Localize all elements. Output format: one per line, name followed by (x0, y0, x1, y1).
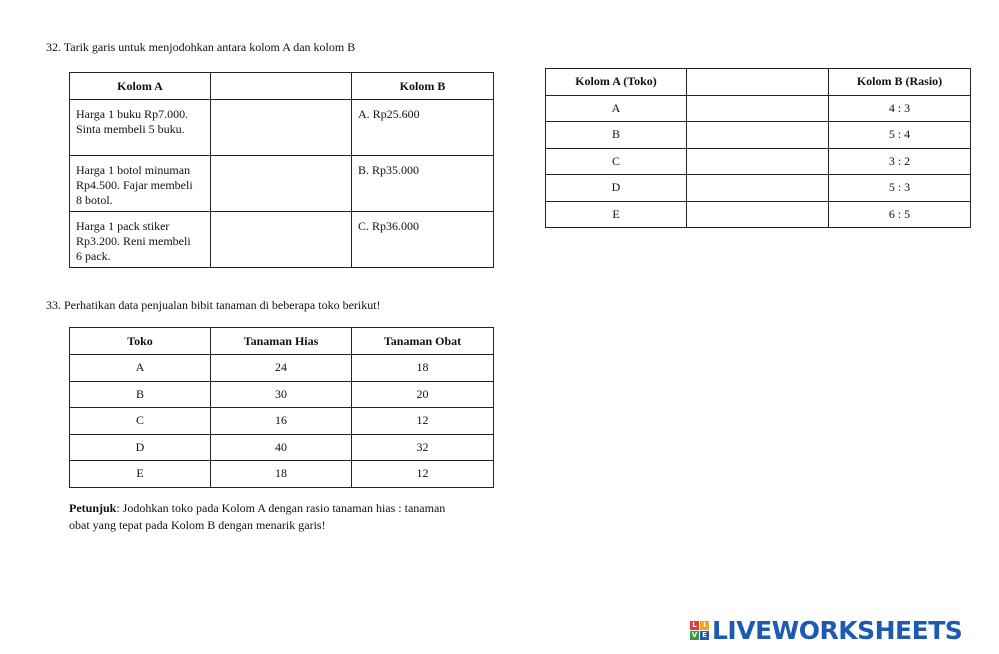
header-kolom-b-rasio: Kolom B (Rasio) (829, 69, 971, 96)
matching-area[interactable] (211, 156, 352, 212)
tanaman-obat-cell: 18 (352, 355, 494, 382)
kolom-b-cell: B. Rp35.000 (352, 156, 494, 212)
toko-cell: E (546, 201, 687, 228)
kolom-a-cell (70, 100, 211, 156)
tanaman-obat-cell: 20 (352, 381, 494, 408)
table-row (70, 156, 494, 212)
hint-label: Petunjuk (69, 501, 117, 515)
toko-cell: A (546, 95, 687, 122)
table-row (70, 434, 494, 461)
rasio-cell: 6 : 5 (829, 201, 971, 228)
logo-mark-icon (690, 621, 709, 640)
header-kolom-b: Kolom B (352, 73, 494, 100)
question-32-table (69, 72, 494, 268)
header-blank (211, 73, 352, 100)
logo-text: LIVEWORKSHEETS (712, 615, 963, 645)
logo-mark-letter: E (700, 631, 709, 640)
matching-area[interactable] (211, 212, 352, 268)
toko-cell: B (70, 381, 211, 408)
matching-area[interactable] (211, 100, 352, 156)
table-row (546, 201, 971, 228)
cell-text-line: Sinta membeli 5 buku. (76, 122, 185, 136)
kolom-a-cell (70, 156, 211, 212)
table-row (70, 461, 494, 488)
toko-cell: E (70, 461, 211, 488)
tanaman-obat-cell: 12 (352, 461, 494, 488)
kolom-a-cell (70, 212, 211, 268)
matching-area[interactable] (687, 148, 829, 175)
hint-text-line1: : Jodohkan toko pada Kolom A dengan rasio tanaman hias : tanaman (116, 501, 446, 515)
table-header-row (70, 328, 494, 355)
hint-text-line2: obat yang tepat pada Kolom B dengan menarik garis! (69, 518, 326, 532)
tanaman-hias-cell: 40 (211, 434, 352, 461)
toko-cell: C (546, 148, 687, 175)
matching-area[interactable] (687, 175, 829, 202)
table-row (70, 100, 494, 156)
rasio-cell: 4 : 3 (829, 95, 971, 122)
logo-mark-letter: V (691, 630, 698, 639)
rasio-cell: 5 : 4 (829, 122, 971, 149)
toko-cell: D (546, 175, 687, 202)
rasio-cell: 5 : 3 (829, 175, 971, 202)
rasio-cell: 3 : 2 (829, 148, 971, 175)
table-row (546, 95, 971, 122)
tanaman-hias-cell: 24 (211, 355, 352, 382)
cell-text-line: Rp4.500. Fajar membeli (76, 178, 193, 192)
table-row (546, 148, 971, 175)
sales-data-table (69, 327, 494, 488)
table-row (70, 212, 494, 268)
table-header-row (70, 73, 494, 100)
cell-text-line: Harga 1 botol minuman (76, 163, 191, 177)
toko-cell: C (70, 408, 211, 435)
matching-area[interactable] (687, 201, 829, 228)
header-kolom-a-toko: Kolom A (Toko) (546, 69, 687, 96)
kolom-b-cell: A. Rp25.600 (352, 100, 494, 156)
table-row (70, 381, 494, 408)
tanaman-hias-cell: 30 (211, 381, 352, 408)
tanaman-hias-cell: 18 (211, 461, 352, 488)
cell-text-line: Harga 1 pack stiker (76, 219, 170, 233)
ratio-matching-table (545, 68, 971, 228)
logo-mark-letter: L (690, 621, 699, 630)
header-kolom-a: Kolom A (70, 73, 211, 100)
table-row (546, 175, 971, 202)
cell-text-line: 8 botol. (76, 193, 113, 207)
question-33-title: 33. Perhatikan data penjualan bibit tanaman di beberapa toko berikut! (46, 298, 381, 312)
header-blank (687, 69, 829, 96)
matching-area[interactable] (687, 95, 829, 122)
table-row (70, 408, 494, 435)
toko-cell: D (70, 434, 211, 461)
tanaman-hias-cell: 16 (211, 408, 352, 435)
header-tanaman-hias: Tanaman Hias (211, 328, 352, 355)
header-tanaman-obat: Tanaman Obat (352, 328, 494, 355)
table-row (70, 355, 494, 382)
question-32-title: 32. Tarik garis untuk menjodohkan antara kolom A dan kolom B (46, 40, 356, 54)
tanaman-obat-cell: 12 (352, 408, 494, 435)
toko-cell: A (70, 355, 211, 382)
header-toko: Toko (70, 328, 211, 355)
matching-area[interactable] (687, 122, 829, 149)
kolom-b-cell: C. Rp36.000 (352, 212, 494, 268)
toko-cell: B (546, 122, 687, 149)
table-header-row (546, 69, 971, 96)
cell-text-line: 6 pack. (76, 249, 111, 263)
cell-text-line: Harga 1 buku Rp7.000. (76, 107, 189, 121)
logo-mark-letter: I (700, 621, 709, 630)
table-row (546, 122, 971, 149)
instruction-hint (69, 500, 489, 534)
cell-text-line: Rp3.200. Reni membeli (76, 234, 191, 248)
tanaman-obat-cell: 32 (352, 434, 494, 461)
liveworksheets-logo (690, 616, 962, 644)
